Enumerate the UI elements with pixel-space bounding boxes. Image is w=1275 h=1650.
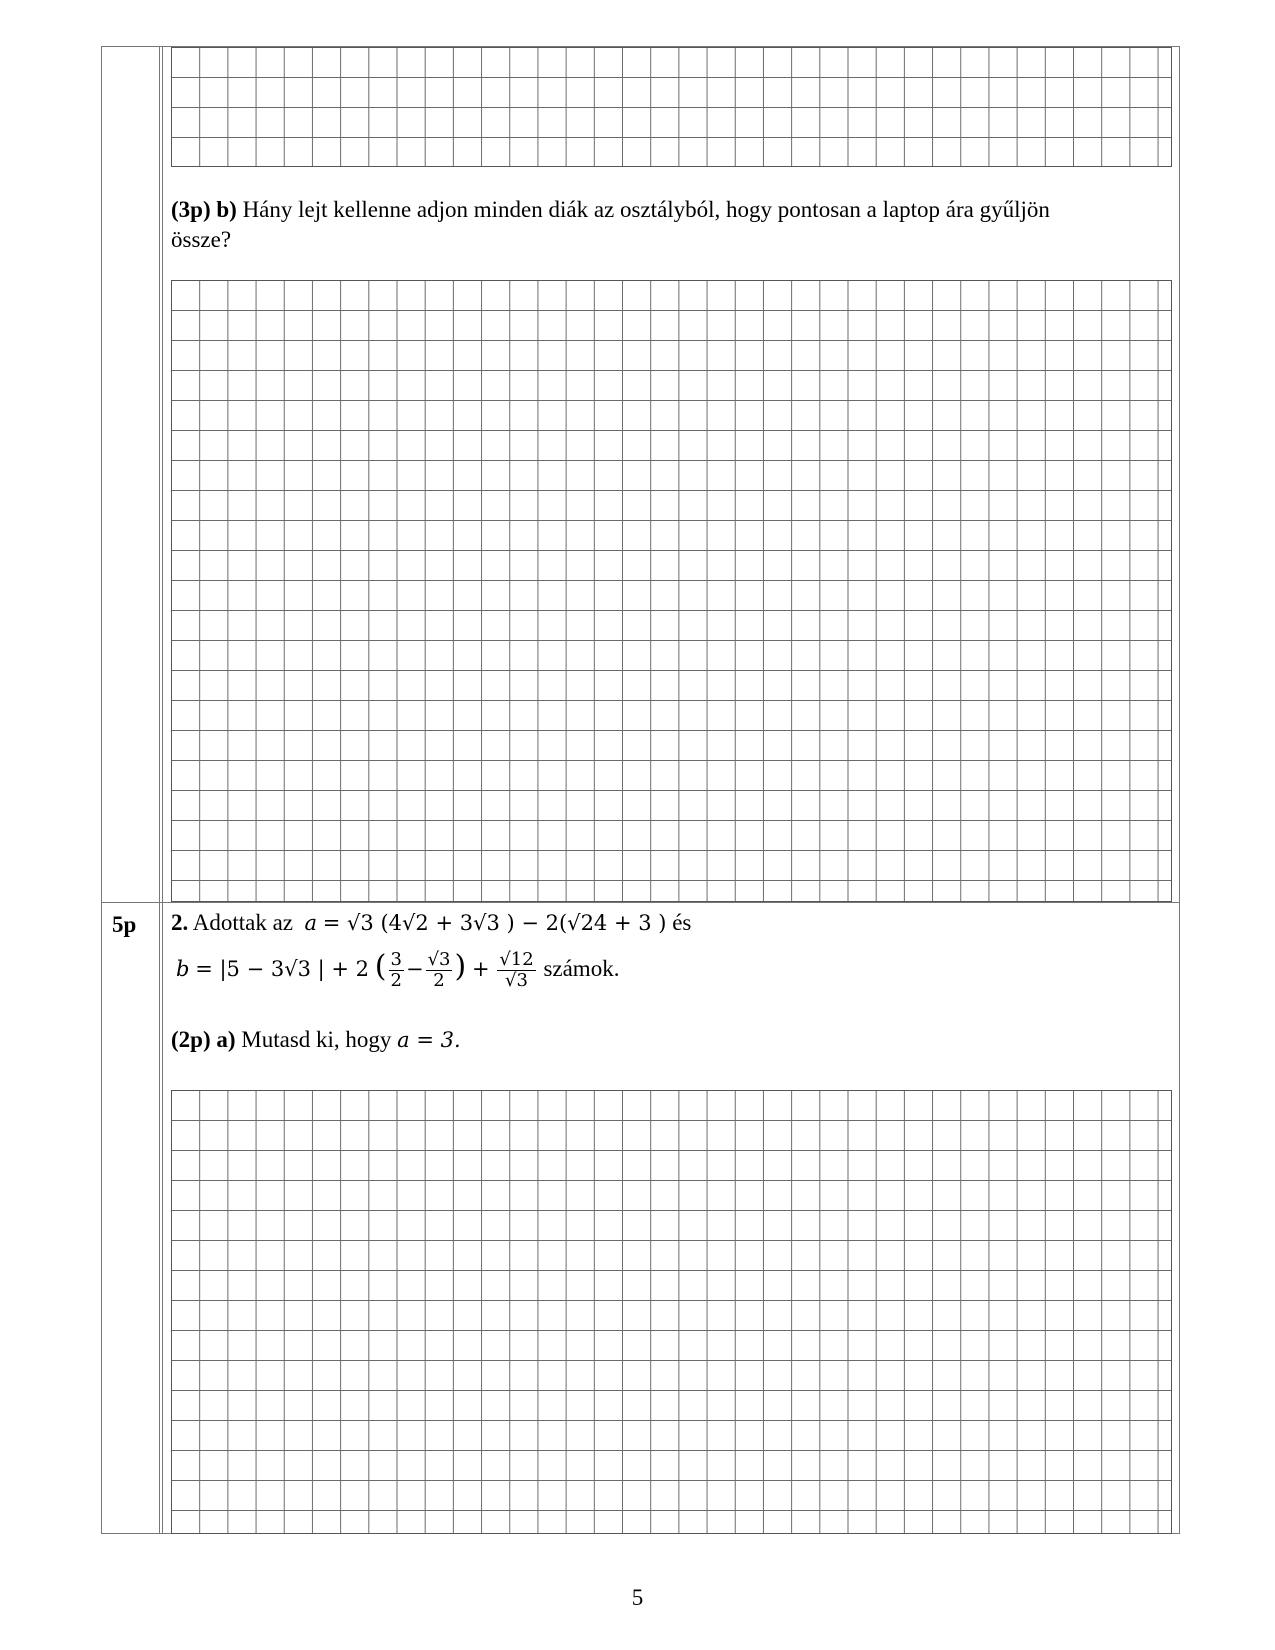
question-2-line2: b = |5 − 3√3 | + 2 ( $\frac{3}{2}$ − $\frac{√3}{2}$ ) + $\frac{√12}{√3}$ számok. <box>176 948 620 991</box>
score-label: 5p <box>112 912 137 937</box>
and-word: és <box>672 910 692 935</box>
question-2a-label: (2p) a) <box>171 1027 236 1052</box>
answer-grid-1b[interactable] <box>171 280 1172 902</box>
question-2-intro: Adottak az <box>192 910 293 935</box>
question-2a <box>171 1025 1171 1055</box>
answer-grid-top[interactable] <box>171 47 1172 167</box>
row-divider <box>101 902 1180 903</box>
var-a: a <box>304 911 318 935</box>
numbers-word: számok. <box>543 955 620 981</box>
question-2-number: 2. <box>171 910 189 935</box>
expression-a: = √3 (4√2 + 3√3 ) − 2(√24 + 3 ) <box>322 911 667 935</box>
question-1b-text: Hány lejt kellenne adjon minden diák az osztályból, hogy pontosan a laptop ára gyűljön <box>242 197 1050 222</box>
fraction-sqrt12-sqrt3: $\frac{√12}{√3}$ <box>499 949 534 991</box>
var-b: b <box>176 956 190 981</box>
question-2a-math: a = 3. <box>397 1028 461 1052</box>
expression-b: = |5 − 3√3 | + 2 <box>195 956 370 981</box>
question-2a-text: Mutasd ki, hogy <box>241 1027 392 1052</box>
fraction-sqrt3-2: $\frac{√3}{2}$ <box>427 949 451 991</box>
question-2-line1 <box>171 908 1171 938</box>
question-1b <box>171 195 1171 255</box>
answer-grid-2a[interactable] <box>171 1090 1172 1534</box>
question-1b-label: (3p) b) <box>171 197 237 222</box>
plus-sign: + <box>471 956 490 981</box>
score-column-divider <box>159 46 160 1534</box>
question-1b-text-cont: össze? <box>171 227 232 252</box>
fraction-3-2: $\frac{3}{2}$ <box>390 949 402 991</box>
page-number: 5 <box>631 1585 644 1610</box>
score-column-divider-inner <box>162 46 163 1534</box>
minus-sign: − <box>405 956 424 981</box>
